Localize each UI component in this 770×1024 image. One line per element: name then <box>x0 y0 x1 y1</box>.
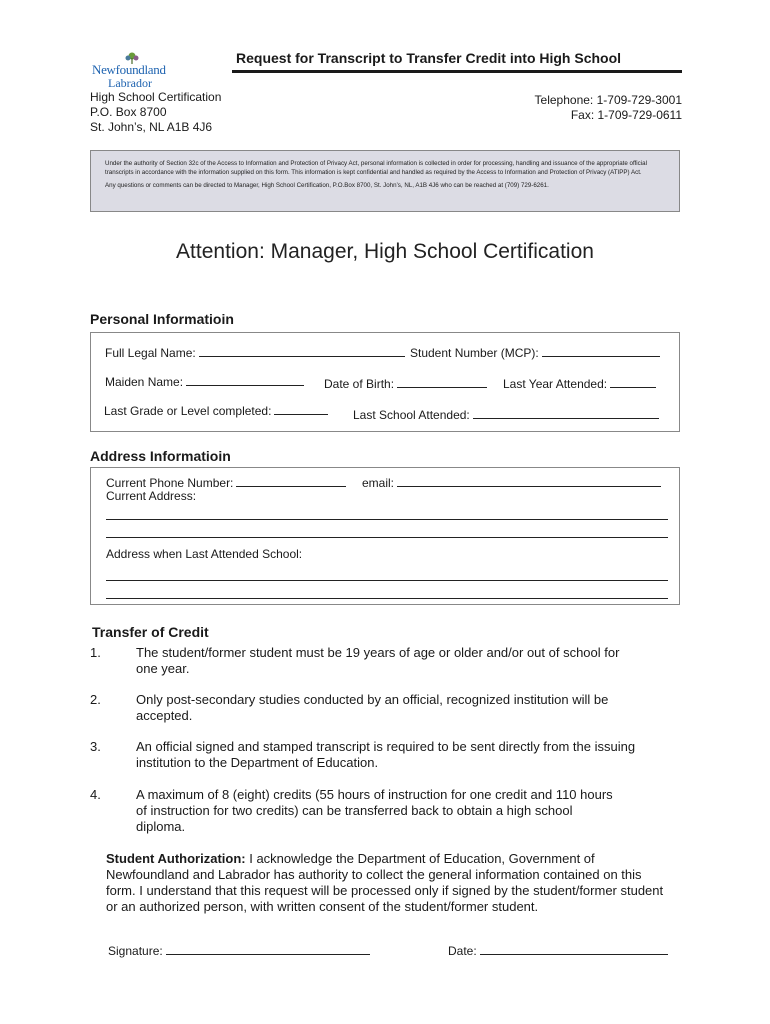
office-address <box>90 90 221 135</box>
transfer-credit-heading: Transfer of Credit <box>92 624 209 640</box>
logo-text-labrador: Labrador <box>108 76 152 90</box>
telephone: Telephone: 1-709-729-3001 <box>534 93 682 107</box>
last-grade-line[interactable] <box>274 403 328 415</box>
maiden-name-field[interactable] <box>105 374 304 389</box>
maiden-name-line[interactable] <box>186 374 304 386</box>
email-label: email: <box>362 476 395 490</box>
last-grade-field[interactable] <box>104 403 328 418</box>
last-school-field[interactable] <box>353 407 659 422</box>
last-school-line[interactable] <box>473 407 659 419</box>
authorization-label: Student Authorization: <box>106 851 246 866</box>
student-number-line[interactable] <box>542 345 660 357</box>
title-rule <box>232 70 682 73</box>
last-school-address-line-1[interactable] <box>106 580 668 581</box>
address-last-school-label: Address when Last Attended School: <box>106 547 303 561</box>
full-legal-name-line[interactable] <box>199 345 405 357</box>
item-number: 4. <box>90 787 101 802</box>
current-address-line-2[interactable] <box>106 537 668 538</box>
privacy-contact-paragraph: Any questions or comments can be directed to Manager, High School Certification, P.O.Box 8700, St. John’s, NL, A1B 4J6 who can be reached at (709) 729-6261. <box>105 182 549 189</box>
last-grade-label: Last Grade or Level completed: <box>104 404 272 418</box>
list-item: Only post-secondary studies conducted by an official, recognized institution will be accepted. <box>136 692 609 723</box>
document-title: Request for Transcript to Transfer Credit into High School <box>236 50 622 66</box>
phone-line[interactable] <box>236 475 346 487</box>
student-number-label: Student Number (MCP): <box>410 346 539 360</box>
date-of-birth-line[interactable] <box>397 376 487 388</box>
privacy-notice <box>90 150 680 212</box>
current-address-label: Current Address: <box>106 489 197 503</box>
fax: Fax: 1-709-729-0611 <box>570 108 682 122</box>
contact-info <box>535 93 682 123</box>
item-number: 2. <box>90 692 101 707</box>
attention-heading: Attention: Manager, High School Certification <box>176 240 594 263</box>
date-field[interactable] <box>448 943 668 958</box>
date-of-birth-label: Date of Birth: <box>324 377 395 391</box>
logo-text-newfoundland: Newfoundland <box>92 62 166 77</box>
item-number: 1. <box>90 645 101 660</box>
address-line: P.O. Box 8700 <box>90 105 167 119</box>
date-line[interactable] <box>480 943 668 955</box>
phone-label: Current Phone Number: <box>106 476 234 490</box>
student-number-field[interactable] <box>410 345 660 360</box>
phone-field[interactable] <box>106 475 346 490</box>
last-school-address-line-2[interactable] <box>106 598 668 599</box>
signature-line[interactable] <box>166 943 370 955</box>
last-year-attended-label: Last Year Attended: <box>503 377 608 391</box>
address-line: High School Certification <box>90 90 222 104</box>
newfoundland-labrador-logo <box>90 52 180 92</box>
maiden-name-label: Maiden Name: <box>105 375 184 389</box>
authorization-text: I acknowledge the Department of Education, Government of Newfoundland and Labrador has authority to collect the general information contained on this form. I understand that this request will be processed only if signed by the student/former student or an authorized person, with written consent of the student/former student. <box>106 851 664 914</box>
address-info-heading: Address Informatioin <box>90 448 231 464</box>
email-line[interactable] <box>397 475 661 487</box>
list-item: A maximum of 8 (eight) credits (55 hours of instruction for one credit and 110 hours of instruction for two credits) can be transferred back to obtain a high school diploma. <box>136 787 613 834</box>
privacy-paragraph: Under the authority of Section 32c of the Access to Information and Protection of Privacy Act, personal information is collected in order for processing, handling and issuance of the appropriate official transcripts in accordance with the information supplied on this form. This information is kept confidential and handled as required by the Access to Information and Protection of Privacy (ATIPP) Act. <box>105 160 647 176</box>
list-item: An official signed and stamped transcript is required to be sent directly from the issuing institution to the Department of Education. <box>136 739 636 770</box>
date-of-birth-field[interactable] <box>324 376 487 391</box>
address-line: St. John’s, NL A1B 4J6 <box>90 120 213 134</box>
signature-label: Signature: <box>108 944 163 958</box>
signature-field[interactable] <box>108 943 370 958</box>
last-year-attended-line[interactable] <box>610 376 656 388</box>
current-address-line-1[interactable] <box>106 519 668 520</box>
last-school-label: Last School Attended: <box>353 408 470 422</box>
list-item: The student/former student must be 19 years of age or older and/or out of school for one year. <box>136 645 620 676</box>
last-year-attended-field[interactable] <box>503 376 656 391</box>
date-label: Date: <box>448 944 477 958</box>
student-authorization <box>106 851 666 915</box>
personal-info-heading: Personal Informatioin <box>90 311 234 327</box>
email-field[interactable] <box>362 475 661 490</box>
item-number: 3. <box>90 739 101 754</box>
full-legal-name-label: Full Legal Name: <box>105 346 196 360</box>
full-legal-name-field[interactable] <box>105 345 405 360</box>
